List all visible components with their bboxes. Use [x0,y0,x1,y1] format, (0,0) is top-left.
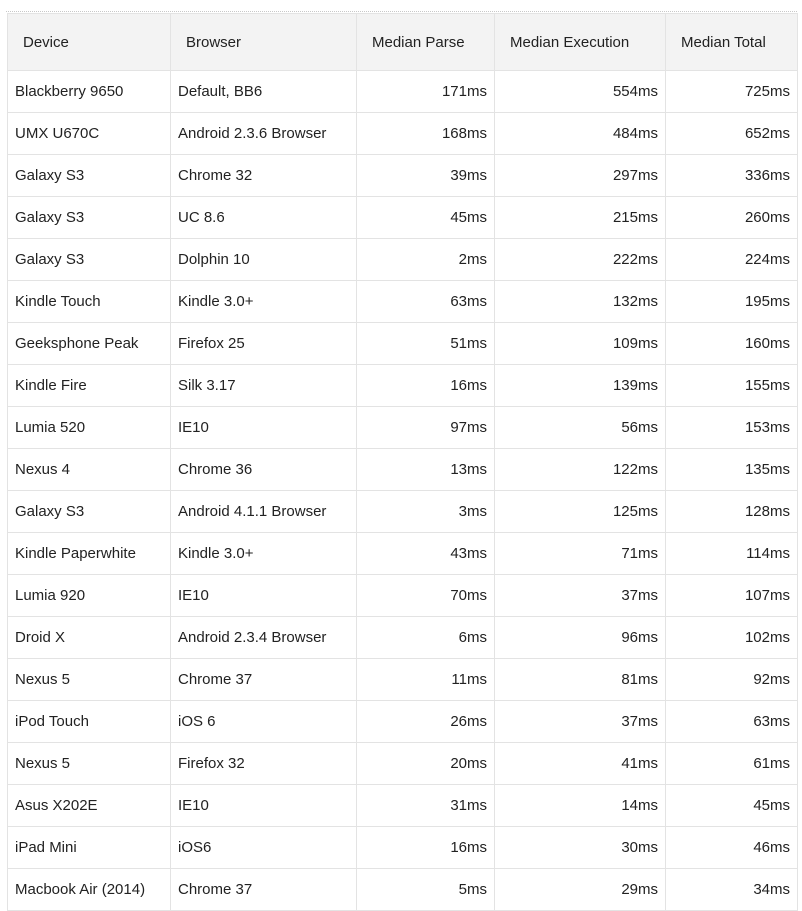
cell-device: Blackberry 9650 [8,71,171,113]
cell-median-parse: 13ms [357,449,495,491]
cell-median-execution: 56ms [495,407,666,449]
cell-browser: IE10 [171,785,357,827]
cell-median-parse: 45ms [357,197,495,239]
cell-median-execution: 132ms [495,281,666,323]
cell-browser: UC 8.6 [171,197,357,239]
table-row [8,533,798,575]
table-row [8,239,798,281]
column-header-browser: Browser [171,14,357,71]
cell-median-total: 135ms [666,449,798,491]
cell-median-total: 114ms [666,533,798,575]
cell-device: Galaxy S3 [8,491,171,533]
cell-device: Kindle Paperwhite [8,533,171,575]
table-row [8,113,798,155]
cell-browser: iOS 6 [171,701,357,743]
cell-device: Galaxy S3 [8,155,171,197]
header-row [8,14,798,71]
cell-median-execution: 14ms [495,785,666,827]
benchmark-table [7,13,798,911]
cell-median-total: 160ms [666,323,798,365]
column-header-device: Device [8,14,171,71]
table-row [8,197,798,239]
table-header [8,14,798,71]
cell-median-parse: 16ms [357,365,495,407]
cell-median-execution: 122ms [495,449,666,491]
column-header-median-total: Median Total [666,14,798,71]
cell-median-parse: 70ms [357,575,495,617]
cell-device: Nexus 5 [8,659,171,701]
cell-device: Lumia 520 [8,407,171,449]
cell-browser: Firefox 32 [171,743,357,785]
cell-browser: Android 2.3.6 Browser [171,113,357,155]
cell-median-execution: 96ms [495,617,666,659]
table-row [8,575,798,617]
table-row [8,407,798,449]
cell-browser: Firefox 25 [171,323,357,365]
cell-browser: Chrome 36 [171,449,357,491]
cell-median-total: 107ms [666,575,798,617]
cell-median-total: 102ms [666,617,798,659]
cell-device: Macbook Air (2014) [8,869,171,911]
cell-median-execution: 30ms [495,827,666,869]
table-row [8,449,798,491]
cell-median-total: 63ms [666,701,798,743]
table-row [8,155,798,197]
cell-browser: Kindle 3.0+ [171,281,357,323]
cell-device: Kindle Touch [8,281,171,323]
cell-median-total: 128ms [666,491,798,533]
cell-browser: Chrome 37 [171,659,357,701]
cell-median-execution: 81ms [495,659,666,701]
table-row [8,869,798,911]
cell-device: Nexus 5 [8,743,171,785]
table-row [8,785,798,827]
cell-browser: Dolphin 10 [171,239,357,281]
cell-browser: Kindle 3.0+ [171,533,357,575]
cell-median-execution: 222ms [495,239,666,281]
table-row [8,365,798,407]
cell-median-execution: 215ms [495,197,666,239]
cell-median-total: 336ms [666,155,798,197]
cell-median-parse: 3ms [357,491,495,533]
cell-median-parse: 11ms [357,659,495,701]
table-row [8,323,798,365]
cell-median-total: 92ms [666,659,798,701]
cell-median-total: 34ms [666,869,798,911]
cell-browser: IE10 [171,575,357,617]
cell-median-total: 224ms [666,239,798,281]
cell-median-parse: 97ms [357,407,495,449]
cell-device: Galaxy S3 [8,239,171,281]
cell-device: iPod Touch [8,701,171,743]
cell-median-parse: 51ms [357,323,495,365]
cell-median-total: 725ms [666,71,798,113]
column-header-median-parse: Median Parse [357,14,495,71]
cell-browser: IE10 [171,407,357,449]
cell-median-total: 652ms [666,113,798,155]
cell-median-execution: 484ms [495,113,666,155]
cell-median-total: 155ms [666,365,798,407]
cell-median-execution: 139ms [495,365,666,407]
table-row [8,701,798,743]
cell-median-execution: 554ms [495,71,666,113]
cell-browser: Chrome 32 [171,155,357,197]
cell-median-parse: 26ms [357,701,495,743]
cell-median-parse: 168ms [357,113,495,155]
cell-median-parse: 2ms [357,239,495,281]
table-row [8,827,798,869]
table-row [8,659,798,701]
cell-median-parse: 5ms [357,869,495,911]
cell-browser: Android 4.1.1 Browser [171,491,357,533]
table-body [8,71,798,911]
cell-browser: Chrome 37 [171,869,357,911]
cell-browser: iOS6 [171,827,357,869]
cell-median-parse: 31ms [357,785,495,827]
table-row [8,71,798,113]
table-row [8,743,798,785]
table-row [8,617,798,659]
cell-median-parse: 171ms [357,71,495,113]
cell-median-parse: 20ms [357,743,495,785]
cell-median-execution: 37ms [495,575,666,617]
cell-median-total: 153ms [666,407,798,449]
cell-median-total: 195ms [666,281,798,323]
cell-median-execution: 71ms [495,533,666,575]
cell-device: Asus X202E [8,785,171,827]
cell-median-parse: 63ms [357,281,495,323]
cell-device: Kindle Fire [8,365,171,407]
top-divider [6,11,797,12]
cell-median-execution: 109ms [495,323,666,365]
cell-browser: Default, BB6 [171,71,357,113]
cell-median-parse: 6ms [357,617,495,659]
cell-median-execution: 125ms [495,491,666,533]
cell-browser: Android 2.3.4 Browser [171,617,357,659]
cell-median-total: 45ms [666,785,798,827]
cell-median-parse: 39ms [357,155,495,197]
cell-device: Geeksphone Peak [8,323,171,365]
cell-median-parse: 43ms [357,533,495,575]
table-row [8,491,798,533]
cell-device: Droid X [8,617,171,659]
column-header-median-execution: Median Execution [495,14,666,71]
cell-median-execution: 29ms [495,869,666,911]
cell-device: iPad Mini [8,827,171,869]
cell-device: Lumia 920 [8,575,171,617]
cell-median-parse: 16ms [357,827,495,869]
cell-device: UMX U670C [8,113,171,155]
cell-median-total: 46ms [666,827,798,869]
cell-median-total: 260ms [666,197,798,239]
cell-median-execution: 297ms [495,155,666,197]
cell-browser: Silk 3.17 [171,365,357,407]
cell-device: Nexus 4 [8,449,171,491]
table-row [8,281,798,323]
cell-median-execution: 41ms [495,743,666,785]
cell-median-execution: 37ms [495,701,666,743]
cell-device: Galaxy S3 [8,197,171,239]
cell-median-total: 61ms [666,743,798,785]
